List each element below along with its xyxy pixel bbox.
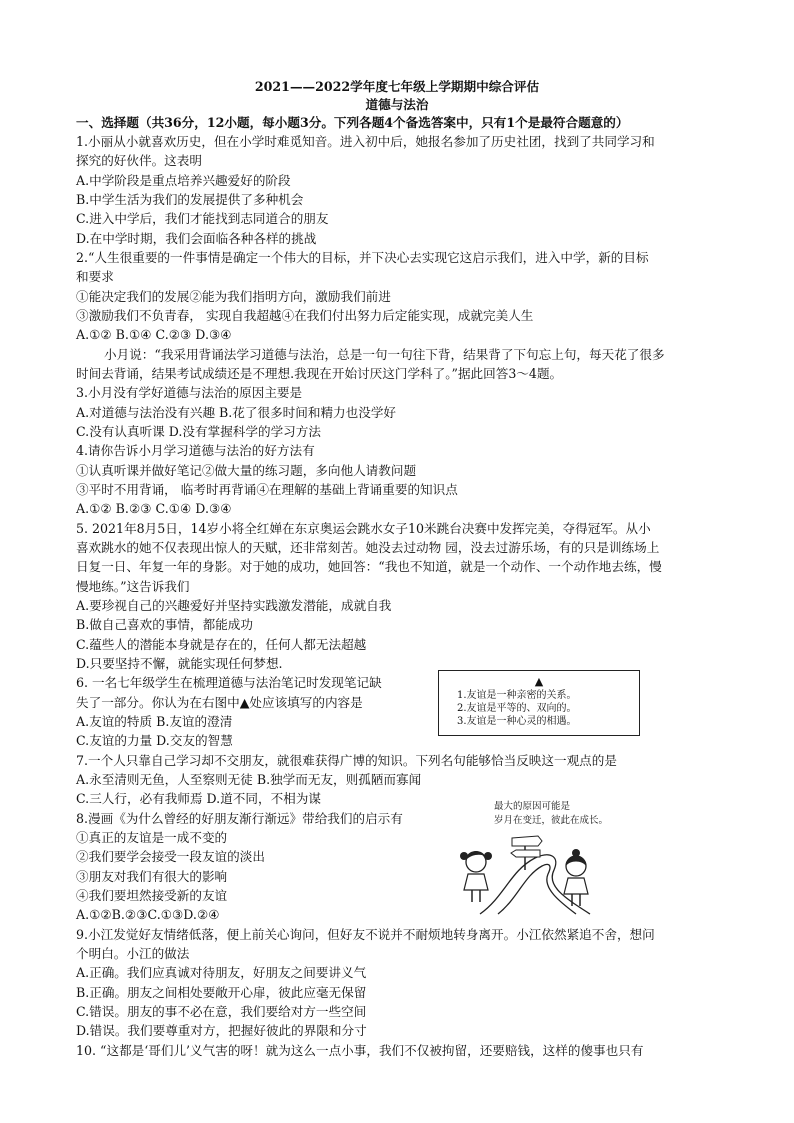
cartoon-caption-line2: 岁月在变迁，彼此在成长。 [494, 815, 609, 826]
q4-stem: 4.请你告诉小月学习道德与法治的好方法有 [76, 443, 315, 458]
q6-box-item-1: 1.友谊是一种亲密的关系。 [457, 690, 577, 701]
q1-stem-line1: 1.小丽从小就喜欢历史，但在小学时难觅知音。进入初中后，她报名参加了历史社团，找到了共同学习和 [76, 134, 655, 149]
q6-notes-box [438, 670, 640, 736]
q5-stem-line2: 喜欢跳水的她不仅表现出惊人的天赋，还非常刻苦。她没去过动物 园，没去过游乐场，有的只是训练场上 [76, 540, 660, 555]
q7-options-cd: C.三人行，必有我师焉 D.道不同，不相为谋 [76, 791, 321, 806]
q2-statements-1: ①能决定我们的发展②能为我们指明方向，激励我们前进 [76, 289, 391, 304]
q10-stem-line1: 10. “这都是‘哥们儿’义气害的呀！就为这么一点小事，我们不仅被拘留，还要赔钱，这样的傻事也只有 [76, 1043, 644, 1058]
q1-option-c: C.进入中学后，我们才能找到志同道合的朋友 [76, 211, 329, 226]
q4-options: A.①② B.②③ C.①④ D.③④ [76, 501, 232, 516]
q5-stem-line3: 日复一日、年复一年的身影。对于她的成功，她回答：“我也不知道，就是一个动作、一个动作地去练，慢 [76, 559, 662, 574]
q5-option-b: B.做自己喜欢的事情，都能成功 [76, 617, 253, 632]
q2-stem-line1: 2.“人生很重要的一件事情是确定一个伟大的目标，并下决心去实现它这启示我们，进入中学，新的目标 [76, 250, 649, 265]
cartoon-caption-line1: 最大的原因可能是 [494, 801, 571, 812]
q4-statements-1: ①认真听课并做好笔记②做大量的练习题，多向他人请教问题 [76, 463, 417, 478]
exam-title: 2021——2022学年度七年级上学期期中综合评估 [254, 79, 540, 94]
q5-stem-line1: 5. 2021年8月5日，14岁小将全红婵在东京奥运会跳水女子10米跳台决赛中发挥完美，夺得冠军。从小 [76, 521, 651, 536]
q2-statements-2: ③激励我们不负青春， 实现自我超越④在我们付出努力后定能实现，成就完美人生 [76, 308, 534, 323]
q9-stem-line1: 9.小江发觉好友情绪低落，便上前关心询问，但好友不说并不耐烦地转身离开。小江依然紧追不舍，想问 [76, 927, 655, 942]
q7-options-ab: A.永至清则无鱼，人至察则无徒 B.独学而无友，则孤陋而寡闻 [76, 772, 422, 787]
q1-option-b: B.中学生活为我们的发展提供了多种机会 [76, 192, 304, 207]
q9-stem-line2: 个明白。小江的做法 [76, 946, 190, 961]
q5-stem-line4: 慢地练。”这告诉我们 [76, 579, 190, 594]
friendship-cartoon [450, 826, 630, 918]
q2-options: A.①② B.①④ C.②③ D.③④ [76, 327, 232, 342]
q3-options-cd: C.没有认真听课 D.没有掌握科学的学习方法 [76, 424, 321, 439]
q1-stem-line2: 探究的好伙伴。这表明 [76, 153, 202, 168]
q8-statement-4: ④我们要坦然接受新的友谊 [76, 888, 228, 903]
q9-option-d: D.错误。我们要尊重对方，把握好彼此的界限和分寸 [76, 1023, 367, 1038]
q8-statement-3: ③朋友对我们有很大的影响 [76, 869, 228, 884]
q9-option-a: A.正确。我们应真诚对待朋友，好朋友之间要讲义气 [76, 965, 367, 980]
q9-option-c: C.错误。朋友的事不必在意，我们要给对方一些空间 [76, 1004, 367, 1019]
exam-subject: 道德与法治 [365, 97, 429, 112]
q4-statements-2: ③平时不用背诵， 临考时再背诵④在理解的基础上背诵重要的知识点 [76, 482, 458, 497]
q5-option-a: A.要珍视自己的兴趣爱好并坚持实践激发潜能，成就自我 [76, 598, 392, 613]
q8-statement-1: ①真正的友谊是一成不变的 [76, 830, 228, 845]
q5-option-c: C.蕴些人的潜能本身就是存在的，任何人都无法超越 [76, 637, 367, 652]
q9-option-b: B.正确。朋友之间相处要敞开心扉，彼此应毫无保留 [76, 985, 367, 1000]
q6-box-item-3: 3.友谊是一种心灵的相遇。 [457, 716, 577, 727]
q1-option-d: D.在中学时期，我们会面临各种各样的挑战 [76, 231, 317, 246]
q3-options-ab: A.对道德与法治没有兴趣 B.花了很多时间和精力也没学好 [76, 405, 397, 420]
q8-statement-2: ②我们要学会接受一段友谊的淡出 [76, 849, 265, 864]
passage-line1: 小月说：“我采用背诵法学习道德与法治，总是一句一句往下背，结果背了下句忘上句，每天花了很多 [104, 347, 665, 362]
q6-options-ab: A.友谊的特质 B.友谊的澄清 [76, 714, 233, 729]
passage-line2: 时间去背诵，结果考试成绩还是不理想.我现在开始讨厌这门学科了。”据此回答3～4题。 [76, 366, 563, 381]
q6-stem-line2: 失了一部分。你认为在右图中▲处应该填写的内容是 [76, 695, 363, 710]
q8-stem: 8.漫画《为什么曾经的好朋友渐行渐远》带给我们的启示有 [76, 811, 403, 826]
section-heading: 一、选择题（共36分，12小题，每小题3分。下列各题4个备选答案中，只有1个是最符合题意的） [76, 115, 629, 130]
q7-stem: 7.一个人只靠自己学习却不交朋友，就很难获得广博的知识。下列名句能够恰当反映这一观点的是 [76, 753, 617, 768]
q8-options: A.①②B.②③C.①③D.②④ [76, 907, 220, 922]
q1-option-a: A.中学阶段是重点培养兴趣爱好的阶段 [76, 173, 291, 188]
q6-box-item-2: 2.友谊是平等的、双向的。 [457, 703, 577, 714]
q2-stem-line2: 和要求 [76, 269, 114, 284]
q5-option-d: D.只要坚持不懈，就能实现任何梦想. [76, 656, 283, 671]
q6-stem-line1: 6. 一名七年级学生在梳理道德与法治笔记时发现笔记缺 [76, 675, 382, 690]
q6-options-cd: C.友谊的力量 D.交友的智慧 [76, 733, 233, 748]
q3-stem: 3.小月没有学好道德与法治的原因主要是 [76, 385, 303, 400]
triangle-icon: ▲ [534, 675, 544, 688]
